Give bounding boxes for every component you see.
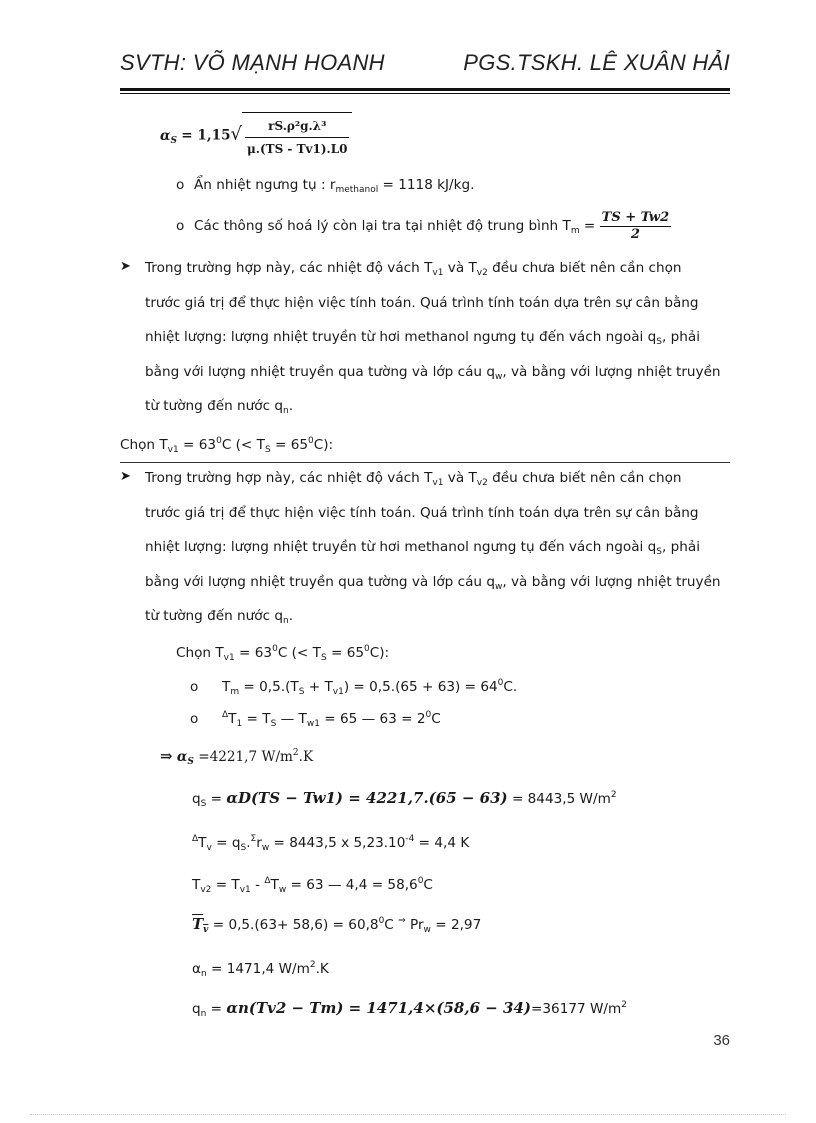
choose-line-1: Chọn $T_{v1} = 63^0C$ (< $T_S = 65^0C$): — [120, 436, 334, 455]
calc-alpha-result: ⇒ $\alpha_S =4221,7$ $W/m^2.K$ — [160, 747, 314, 767]
para2-line3: nhiệt lượng: lượng nhiệt truyền từ hơi methanol ngưng tụ đến vách ngoài $q_S$, phải — [145, 539, 701, 557]
delta-icon: Δ — [222, 710, 229, 720]
para1-line4: bằng với lượng nhiệt truyền qua tường và lớp cáu $q_w$, và bằng với lượng nhiệt truyền — [145, 364, 721, 382]
header-rule-thick — [120, 88, 730, 91]
calc-delta-t: o $^\Delta T_1 = T_S$ — $T_{w1} = 65$ — $63 = 2^0C$ — [190, 710, 441, 729]
para1-line5: từ tường đến nước $q_n$. — [145, 398, 294, 416]
delta-icon: Δ — [264, 876, 271, 886]
calc-qn: $q_n = \alpha n(Tv2 - Tm) = 1471,4\times(58,6 - 34)=36177$ $W/m^2$ — [192, 999, 627, 1019]
calc-tv-mean: $T_v = 0,5.(63+ 58,6) = 60,8^0C$ ⇒ $Pr_w = 2,97$ — [192, 915, 482, 935]
implies-arrow-icon: ⇒ — [398, 916, 406, 926]
delta-icon: Δ — [192, 834, 199, 844]
header-student: SVTH: VÕ MẠNH HOANH — [120, 50, 385, 75]
para1-line2: trước giá trị để thực hiện việc tính toán. Quá trình tính toán dựa trên sự cân bằng — [145, 295, 699, 311]
para2-line2: trước giá trị để thực hiện việc tính toán. Quá trình tính toán dựa trên sự cân bằng — [145, 505, 699, 521]
para1-line3: nhiệt lượng: lượng nhiệt truyền từ hơi methanol ngưng tụ đến vách ngoài $q_S$, phải — [145, 329, 701, 347]
arrow-bullet-icon: ➤ — [120, 469, 131, 484]
calc-tv2: $T_{v2} = T_{v1} - ^\Delta T_w = 63$ — $4,4 = 58,6^0C$ — [192, 876, 433, 895]
section-divider — [120, 462, 730, 463]
para2-line5: từ tường đến nước $q_n$. — [145, 608, 294, 626]
calc-qs: $q_S = \alpha D(TS - Tw1) = 4221,7.(65 - 63) = 8443,5$ $W/m^2$ — [192, 789, 617, 809]
para2-line4: bằng với lượng nhiệt truyền qua tường và lớp cáu $q_w$, và bằng với lượng nhiệt truyền — [145, 574, 721, 592]
calc-tm: o $T_m = 0,5.(T_S + T_{v1}) = 0,5.(65 + 63) = 64^0C$. — [190, 678, 518, 697]
sigma-icon: Σ — [250, 834, 257, 844]
para1-line1: Trong trường hợp này, các nhiệt độ vách $T_{v1}$ và $T_{v2}$ đều chưa biết nên cần chọn — [145, 260, 682, 278]
calc-alpha-n: $\alpha_n = 1471,4$ $W/m^2.K$ — [192, 960, 329, 979]
bullet-avg-temp: o Các thông số hoá lý còn lại tra tại nhiệt độ trung bình $T_m$ = $\frac{TS + Tw2}{2}$ — [176, 209, 670, 242]
header-advisor: PGS.TSKH. LÊ XUÂN HẢI — [463, 50, 730, 75]
para2-line1: Trong trường hợp này, các nhiệt độ vách $T_{v1}$ và $T_{v2}$ đều chưa biết nên cần chọn — [145, 470, 682, 488]
implies-arrow-icon: ⇒ — [160, 747, 173, 765]
header-rule-thin — [120, 93, 730, 94]
page-number: 36 — [713, 1032, 730, 1049]
calc-delta-tv: $^\Delta T_v = q_S.^\Sigma r_w = 8443,5$ x $5,23.10^{-4} = 4,4$ K — [192, 834, 470, 853]
choose-line-2: Chọn $T_{v1} = 63^0C$ (< $T_S = 65^0C$): — [176, 644, 390, 663]
bullet-latent-heat: o Ẩn nhiệt ngưng tụ : $r_{methanol} = 1118$ kJ/kg. — [176, 177, 475, 195]
arrow-bullet-icon: ➤ — [120, 259, 131, 274]
page-bottom-border — [30, 1114, 786, 1115]
formula-alpha-s: $\alpha_S = 1,15√$ $\frac{\text{rS.ρ²g.λ³}}{\mu.(TS - Tv1).L0}$ — [160, 112, 352, 160]
